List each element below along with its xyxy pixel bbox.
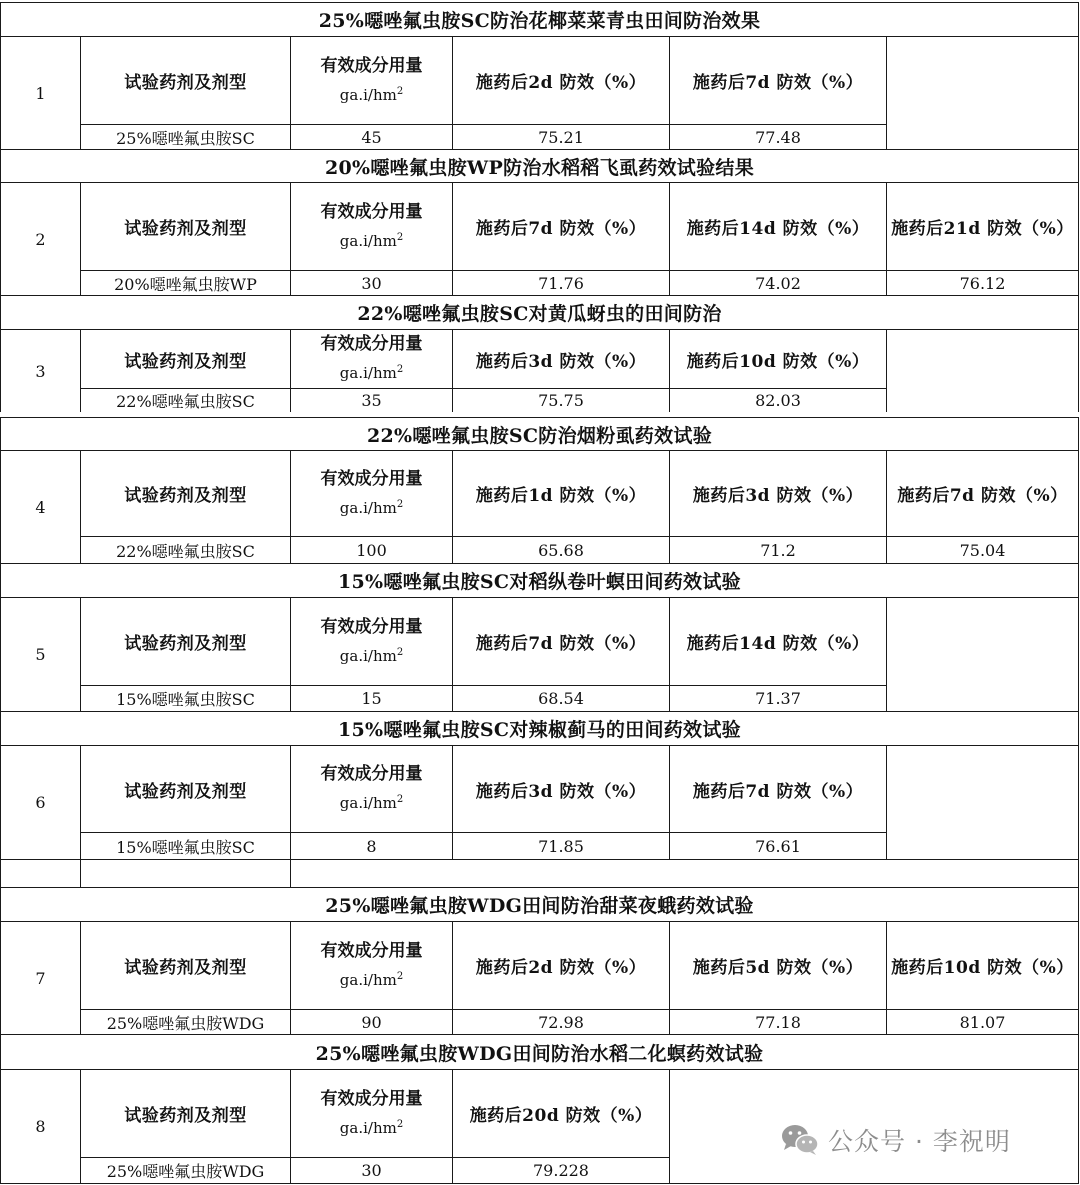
section-number: 6 [0, 745, 80, 859]
header-agent: 试验药剂及剂型 [80, 329, 290, 388]
header-dosage-label: 有效成分用量 [320, 616, 423, 637]
unit-superscript: 2 [396, 364, 404, 375]
section-number: 2 [0, 182, 80, 295]
header-agent: 试验药剂及剂型 [80, 182, 290, 270]
section-title: 25%噁唑氟虫胺WDG田间防治甜菜夜蛾药效试验 [0, 887, 1079, 921]
header-efficacy: 施药后3d 防效（%） [452, 329, 669, 388]
header-dosage-label: 有效成分用量 [320, 201, 423, 222]
header-dosage [290, 182, 452, 270]
data-cell: 35 [290, 388, 452, 412]
header-dosage [290, 450, 452, 536]
unit-base: ga.i/hm [339, 646, 397, 665]
section-number: 8 [0, 1069, 80, 1184]
data-cell: 71.85 [452, 832, 669, 859]
section-title: 22%噁唑氟虫胺SC防治烟粉虱药效试验 [0, 417, 1079, 450]
header-dosage-unit [340, 640, 403, 669]
unit-superscript: 2 [396, 1118, 404, 1130]
blank-row-cell [80, 859, 290, 887]
header-agent: 试验药剂及剂型 [80, 921, 290, 1009]
section-title: 22%噁唑氟虫胺SC对黄瓜蚜虫的田间防治 [0, 295, 1079, 329]
header-efficacy: 施药后7d 防效（%） [452, 597, 669, 685]
header-dosage-label: 有效成分用量 [320, 55, 423, 76]
data-cell: 77.18 [669, 1009, 886, 1034]
header-agent: 试验药剂及剂型 [80, 450, 290, 536]
header-efficacy: 施药后20d 防效（%） [452, 1069, 669, 1157]
header-efficacy: 施药后7d 防效（%） [452, 182, 669, 270]
data-cell: 45 [290, 124, 452, 149]
section-title: 20%噁唑氟虫胺WP防治水稻稻飞虱药效试验结果 [0, 149, 1079, 182]
data-cell: 77.48 [669, 124, 886, 149]
unit-base: ga.i/hm [339, 231, 397, 250]
data-cell: 72.98 [452, 1009, 669, 1034]
unit-superscript: 2 [396, 646, 404, 658]
header-dosage-unit [340, 787, 403, 816]
header-efficacy: 施药后14d 防效（%） [669, 182, 886, 270]
data-cell: 75.75 [452, 388, 669, 412]
header-dosage-unit [340, 79, 403, 108]
empty-cell [886, 597, 1079, 711]
data-cell: 15%噁唑氟虫胺SC [80, 832, 290, 859]
unit-superscript: 2 [396, 231, 404, 243]
data-cell: 81.07 [886, 1009, 1079, 1034]
header-efficacy: 施药后3d 防效（%） [452, 745, 669, 832]
data-cell: 76.61 [669, 832, 886, 859]
data-cell: 30 [290, 270, 452, 295]
data-cell: 15%噁唑氟虫胺SC [80, 685, 290, 711]
header-efficacy: 施药后2d 防效（%） [452, 921, 669, 1009]
data-cell: 75.21 [452, 124, 669, 149]
empty-cell [886, 745, 1079, 859]
unit-superscript: 2 [396, 970, 404, 982]
data-cell: 25%噁唑氟虫胺WDG [80, 1009, 290, 1034]
unit-superscript: 2 [396, 85, 404, 97]
header-efficacy: 施药后10d 防效（%） [669, 329, 886, 388]
data-cell: 100 [290, 536, 452, 563]
header-dosage [290, 1069, 452, 1157]
header-agent: 试验药剂及剂型 [80, 36, 290, 124]
empty-cell [886, 36, 1079, 149]
header-efficacy: 施药后21d 防效（%） [886, 182, 1079, 270]
data-cell: 71.37 [669, 685, 886, 711]
data-cell: 22%噁唑氟虫胺SC [80, 536, 290, 563]
unit-superscript: 2 [396, 794, 404, 805]
unit-base: ga.i/hm [339, 970, 397, 989]
unit-base: ga.i/hm [339, 1118, 397, 1137]
header-dosage-label: 有效成分用量 [320, 334, 423, 354]
header-efficacy: 施药后1d 防效（%） [452, 450, 669, 536]
unit-superscript: 2 [396, 498, 404, 510]
data-cell: 76.12 [886, 270, 1079, 295]
data-cell: 25%噁唑氟虫胺SC [80, 124, 290, 149]
header-efficacy: 施药后5d 防效（%） [669, 921, 886, 1009]
blank-row-cell [0, 859, 80, 887]
unit-base: ga.i/hm [339, 85, 397, 104]
data-cell: 71.76 [452, 270, 669, 295]
empty-cell [886, 329, 1079, 412]
header-dosage-unit [340, 225, 403, 254]
header-dosage [290, 36, 452, 124]
header-efficacy: 施药后3d 防效（%） [669, 450, 886, 536]
header-efficacy: 施药后7d 防效（%） [886, 450, 1079, 536]
data-cell: 74.02 [669, 270, 886, 295]
data-cell: 68.54 [452, 685, 669, 711]
header-dosage-unit [340, 357, 403, 386]
section-title: 15%噁唑氟虫胺SC对辣椒蓟马的田间药效试验 [0, 711, 1079, 745]
header-dosage-unit [340, 1112, 403, 1141]
header-efficacy: 施药后10d 防效（%） [886, 921, 1079, 1009]
section-number: 5 [0, 597, 80, 711]
wechat-icon [780, 1123, 820, 1157]
header-dosage-unit [340, 964, 403, 993]
section-number: 3 [0, 329, 80, 412]
data-cell: 79.228 [452, 1157, 669, 1184]
header-efficacy: 施药后2d 防效（%） [452, 36, 669, 124]
section-number: 4 [0, 450, 80, 563]
data-cell: 15 [290, 685, 452, 711]
section-title: 25%噁唑氟虫胺WDG田间防治水稻二化螟药效试验 [0, 1034, 1079, 1069]
header-dosage-unit [340, 492, 403, 521]
data-cell: 22%噁唑氟虫胺SC [80, 388, 290, 412]
header-dosage-label: 有效成分用量 [320, 940, 423, 961]
unit-base: ga.i/hm [339, 364, 397, 382]
header-agent: 试验药剂及剂型 [80, 597, 290, 685]
header-dosage [290, 597, 452, 685]
watermark-text: 公众号 · 李祝明 [828, 1127, 1011, 1156]
header-dosage-label: 有效成分用量 [320, 764, 423, 784]
header-efficacy: 施药后14d 防效（%） [669, 597, 886, 685]
header-dosage [290, 745, 452, 832]
data-cell: 20%噁唑氟虫胺WP [80, 270, 290, 295]
header-dosage [290, 329, 452, 388]
header-efficacy: 施药后7d 防效（%） [669, 36, 886, 124]
blank-row-cell [290, 859, 1079, 887]
section-title: 25%噁唑氟虫胺SC防治花椰菜菜青虫田间防治效果 [0, 2, 1079, 36]
unit-base: ga.i/hm [339, 498, 397, 517]
section-number: 1 [0, 36, 80, 149]
data-cell: 30 [290, 1157, 452, 1184]
header-dosage [290, 921, 452, 1009]
header-dosage-label: 有效成分用量 [320, 468, 423, 489]
data-cell: 82.03 [669, 388, 886, 412]
data-cell: 8 [290, 832, 452, 859]
data-cell: 90 [290, 1009, 452, 1034]
data-cell: 75.04 [886, 536, 1079, 563]
data-cell: 71.2 [669, 536, 886, 563]
header-agent: 试验药剂及剂型 [80, 745, 290, 832]
section-number: 7 [0, 921, 80, 1034]
header-agent: 试验药剂及剂型 [80, 1069, 290, 1157]
header-dosage-label: 有效成分用量 [320, 1088, 423, 1109]
data-cell: 25%噁唑氟虫胺WDG [80, 1157, 290, 1184]
data-cell: 65.68 [452, 536, 669, 563]
header-efficacy: 施药后7d 防效（%） [669, 745, 886, 832]
section-title: 15%噁唑氟虫胺SC对稻纵卷叶螟田间药效试验 [0, 563, 1079, 597]
unit-base: ga.i/hm [339, 794, 397, 812]
watermark [780, 1122, 1011, 1158]
